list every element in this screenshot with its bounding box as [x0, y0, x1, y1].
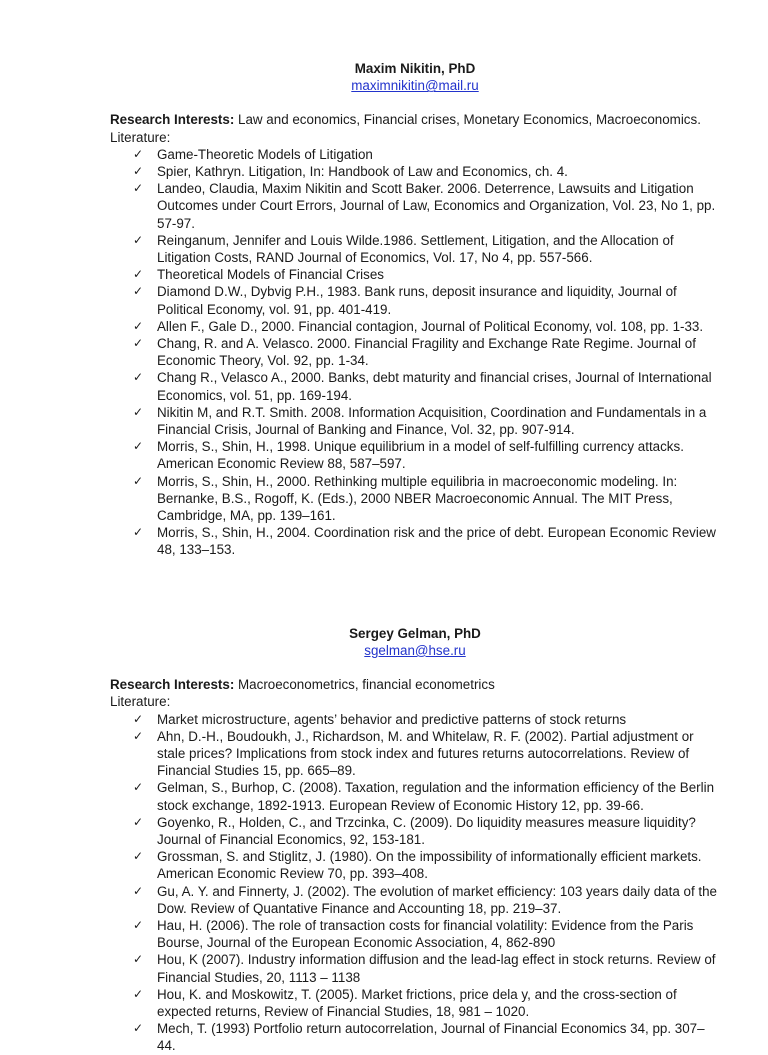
check-icon: ✓: [133, 164, 144, 179]
check-icon: ✓: [133, 146, 144, 161]
list-item: ✓ Spier, Kathryn. Litigation, In: Handbook of Law and Economics, ch. 4.: [133, 164, 568, 180]
list-item: ✓ Hou, K (2007). Industry information diffusion and the lead-lag effect in stock returns. Review of Financial Studies, 20, 1113 – 1138: [133, 952, 716, 985]
check-icon: ✓: [133, 370, 144, 385]
check-icon: ✓: [133, 849, 144, 864]
person-name: Maxim Nikitin, PhD: [354, 61, 476, 76]
list-item: ✓ Grossman, S. and Stiglitz, J. (1980). On the impossibility of informationally efficient markets. American Economic Review 70, pp. 393–408.: [133, 849, 702, 882]
check-icon: ✓: [133, 284, 144, 299]
list-item: ✓ Allen F., Gale D., 2000. Financial contagion, Journal of Political Economy, vol. 108, pp. 1-33.: [133, 318, 704, 334]
check-icon: ✓: [133, 404, 144, 419]
check-icon: ✓: [133, 1021, 144, 1036]
check-icon: ✓: [133, 711, 144, 726]
list-item: ✓ Game-Theoretic Models of Litigation: [133, 146, 373, 162]
list-item: ✓ Gu, A. Y. and Finnerty, J. (2002). The evolution of market efficiency: 103 years daily data of the Dow. Review of Quantative Finance and Accounting 18, pp. 219–37.: [133, 883, 717, 916]
list-item: ✓ Morris, S., Shin, H., 2004. Coordination risk and the price of debt. European Economic Review 48, 133–153.: [133, 525, 716, 558]
check-icon: ✓: [133, 473, 144, 488]
interests-text: Law and economics, Financial crises, Monetary Economics, Macroeconomics.: [234, 112, 701, 128]
list-item: ✓ Theoretical Models of Financial Crises: [133, 267, 384, 283]
list-item: ✓ Nikitin M, and R.T. Smith. 2008. Information Acquisition, Coordination and Fundamentals in a Financial Crisis, Journal of Banking and Finance, Vol. 32, pp. 907-914.: [133, 404, 707, 438]
list-item: ✓ Gelman, S., Burhop, C. (2008). Taxation, regulation and the information efficiency of the Berlin stock exchange, 1892-1913. European Review of Economic History 12, pp. 39-66.: [133, 780, 715, 813]
email-link[interactable]: maximnikitin@mail.ru: [351, 78, 479, 94]
literature-list: [110, 711, 720, 1055]
check-icon: ✓: [133, 728, 144, 743]
interests-text: Macroeconometrics, financial econometrics: [234, 677, 495, 693]
check-icon: ✓: [133, 439, 144, 454]
document-page: [110, 60, 720, 1055]
check-icon: ✓: [133, 336, 144, 351]
check-icon: ✓: [133, 232, 144, 247]
email-link[interactable]: sgelman@hse.ru: [364, 642, 466, 658]
interests-label: Research Interests:: [110, 112, 235, 128]
check-icon: ✓: [133, 883, 144, 898]
person-header: [110, 60, 720, 94]
list-item: ✓ Diamond D.W., Dybvig P.H., 1983. Bank runs, deposit insurance and liquidity, Journal of Political Economy, vol. 91, pp. 401-419.: [133, 284, 677, 317]
research-interests: [110, 111, 720, 128]
literature-list: [110, 146, 720, 559]
research-interests: [110, 676, 720, 693]
list-item: ✓ Ahn, D.-H., Boudoukh, J., Richardson, M. and Whitelaw, R. F. (2002). Partial adjustment or stale prices? Implications from stock index and futures returns autocorrelations. Review of Financial Studies 15, pp. 665–89.: [133, 728, 694, 779]
check-icon: ✓: [133, 780, 144, 795]
list-item: ✓ Hou, K. and Moskowitz, T. (2005). Market frictions, price dela y, and the cross-section of expected returns, Review of Financial Studies, 18, 981 – 1020.: [133, 986, 677, 1019]
list-item: ✓ Morris, S., Shin, H., 1998. Unique equilibrium in a model of self-fulfilling currency attacks. American Economic Review 88, 587–597.: [133, 439, 684, 472]
list-item: ✓ Morris, S., Shin, H., 2000. Rethinking multiple equilibria in macroeconomic modeling. In: Bernanke, B.S., Rogoff, K. (Eds.), 2000 NBER Macroeconomic Annual. The MIT Press, Cambridge, MA, pp. 139–161.: [133, 473, 678, 524]
check-icon: ✓: [133, 952, 144, 967]
interests-label: Research Interests:: [110, 677, 235, 693]
check-icon: ✓: [133, 181, 144, 196]
literature-label: Literature:: [110, 129, 171, 145]
person-header: [110, 625, 720, 659]
list-item: ✓ Mech, T. (1993) Portfolio return autocorrelation, Journal of Financial Economics 34, pp. 307–44.: [133, 1021, 705, 1054]
section-maxim-nikitin: [110, 60, 720, 559]
check-icon: ✓: [133, 917, 144, 932]
person-name: Sergey Gelman, PhD: [349, 625, 481, 641]
check-icon: ✓: [133, 267, 144, 282]
list-item: ✓ Reinganum, Jennifer and Louis Wilde.1986. Settlement, Litigation, and the Allocation of Litigation Costs, RAND Journal of Economics, Vol. 17, No 4, pp. 557-566.: [133, 232, 674, 266]
list-item: ✓ Chang R., Velasco A., 2000. Banks, debt maturity and financial crises, Journal of International Economics, vol. 51, pp. 169-194.: [133, 370, 712, 403]
check-icon: ✓: [133, 814, 144, 829]
list-item: ✓ Market microstructure, agents’ behavior and predictive patterns of stock returns: [133, 711, 627, 727]
list-item: ✓ Landeo, Claudia, Maxim Nikitin and Scott Baker. 2006. Deterrence, Lawsuits and Litigation Outcomes under Court Errors, Journal of Law, Economics and Organization, Vol. 23, No 1, pp. 57-97.: [133, 181, 716, 231]
list-item: ✓ Hau, H. (2006). The role of transaction costs for financial volatility: Evidence from the Paris Bourse, Journal of the European Economic Association, 4, 862-890: [133, 917, 694, 951]
check-icon: ✓: [133, 525, 144, 540]
list-item: ✓ Goyenko, R., Holden, C., and Trzcinka, C. (2009). Do liquidity measures measure liquidity? Journal of Financial Economics, 92, 153-181.: [133, 814, 696, 847]
check-icon: ✓: [133, 986, 144, 1001]
literature-label: Literature:: [110, 694, 171, 710]
list-item: ✓ Chang, R. and A. Velasco. 2000. Financial Fragility and Exchange Rate Regime. Journal of Economic Theory, Vol. 92, pp. 1-34.: [133, 336, 696, 369]
check-icon: ✓: [133, 318, 144, 333]
section-sergey-gelman: [110, 625, 720, 1055]
